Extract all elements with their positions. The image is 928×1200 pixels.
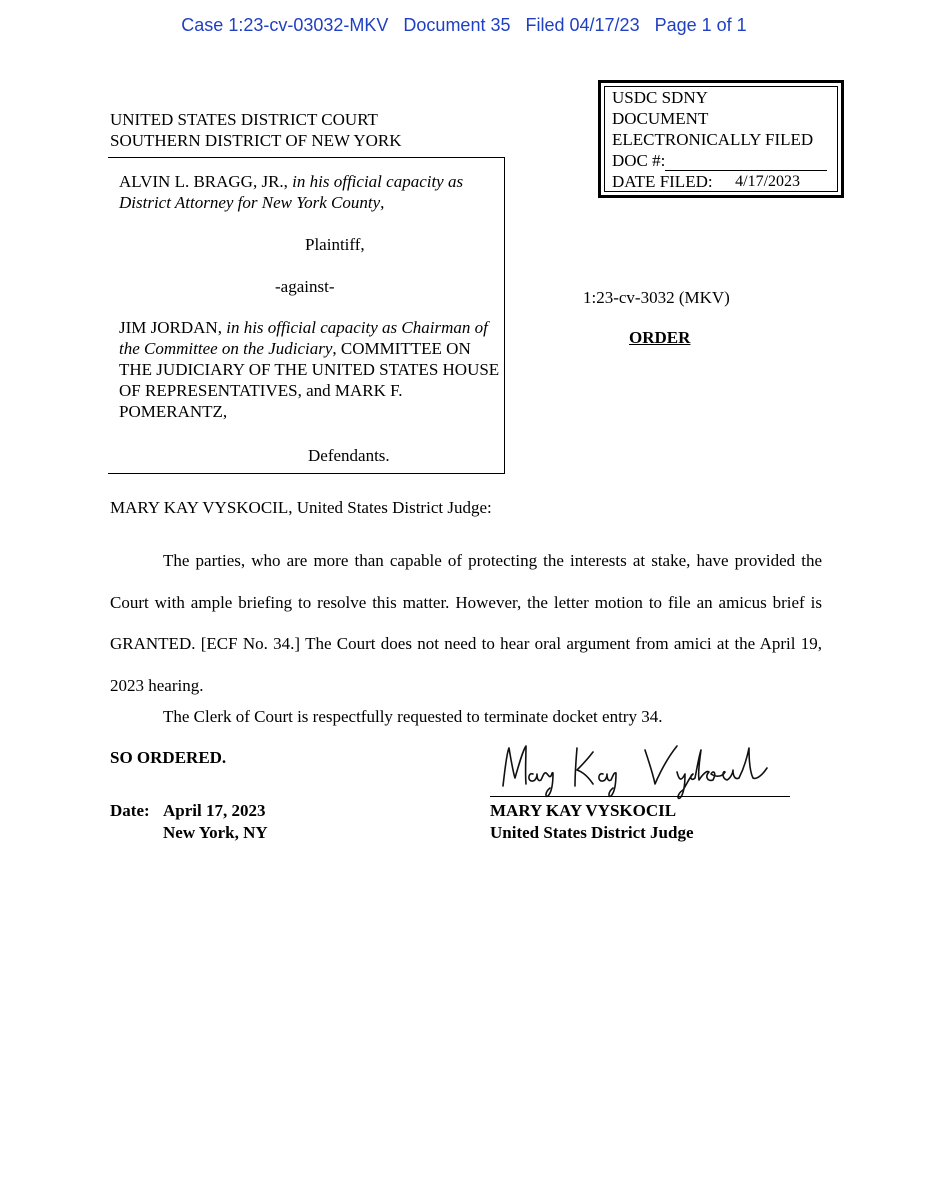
so-ordered: SO ORDERED.: [110, 748, 227, 767]
defendant-rest: , COMMITTEE ON THE JUDICIARY OF THE UNITED STATES HOUSE OF REPRESENTATIVES, and MARK F. POMERANTZ,: [119, 339, 500, 421]
stamp-date-row: [612, 171, 827, 192]
defendant-name: JIM JORDAN,: [119, 318, 227, 337]
court-name-line2: SOUTHERN DISTRICT OF NEW YORK: [110, 131, 402, 150]
judge-intro: MARY KAY VYSKOCIL, United States District Judge:: [110, 498, 492, 517]
stamp-line3: ELECTRONICALLY FILED: [612, 130, 814, 149]
order-paragraph-2: The Clerk of Court is respectfully requested to terminate docket entry 34.: [163, 707, 663, 726]
signer-name: MARY KAY VYSKOCIL: [490, 801, 677, 820]
stamp-line1: USDC SDNY: [612, 88, 708, 107]
signature-line: [490, 796, 790, 797]
stamp-doc-row: [612, 150, 827, 171]
signer-block: [490, 800, 694, 844]
date-block: [110, 800, 268, 844]
plaintiff-name: ALVIN L. BRAGG, JR.,: [119, 172, 293, 191]
plaintiff-role: Plaintiff,: [305, 235, 365, 254]
defendant-role: Defendants.: [308, 446, 390, 465]
plaintiff-caption: [119, 171, 499, 213]
signature-script-text: Mary Kay Vyskocil: [495, 738, 503, 739]
date-label: Date:: [110, 801, 150, 820]
stamp-line2: DOCUMENT: [612, 109, 709, 128]
plaintiff-capacity: in his official capacity as District Attorney for New York County: [119, 172, 464, 212]
stamp-date-value: 4/17/2023: [713, 174, 823, 192]
signer-title: United States District Judge: [490, 823, 694, 842]
defendant-caption: [119, 317, 504, 422]
versus-label: -against-: [275, 277, 335, 296]
defendant-capacity: in his official capacity as Chairman of the Committee on the Judiciary: [119, 318, 488, 358]
page-count: Page 1 of 1: [654, 15, 747, 35]
case-id: Case 1:23-cv-03032-MKV: [181, 15, 389, 35]
filed-date: Filed 04/17/23: [525, 15, 640, 35]
plaintiff-suffix: ,: [380, 193, 385, 212]
court-name: [110, 109, 402, 151]
stamp-date-label: DATE FILED:: [612, 172, 713, 191]
filing-stamp-text: [612, 87, 827, 192]
date-value: April 17, 2023: [163, 801, 266, 820]
court-name-line1: UNITED STATES DISTRICT COURT: [110, 110, 378, 129]
stamp-doc-value: [665, 153, 827, 171]
order-paragraph-1: The parties, who are more than capable of protecting the interests at stake, have provided the Court with ample briefing to resolve this matter. However, the letter motion to file an amicus brief is GRANTED. [ECF No. 34.] The Court does not need to hear oral argument from amici at the April 19, 2023 hearing.: [110, 551, 822, 695]
ecf-filing-header: [0, 15, 928, 36]
location: New York, NY: [163, 823, 268, 842]
order-title: ORDER: [629, 328, 691, 347]
case-number: 1:23-cv-3032 (MKV): [583, 288, 730, 307]
handwritten-signature: [495, 738, 795, 800]
stamp-doc-label: DOC #:: [612, 151, 666, 170]
document-number: Document 35: [403, 15, 511, 35]
